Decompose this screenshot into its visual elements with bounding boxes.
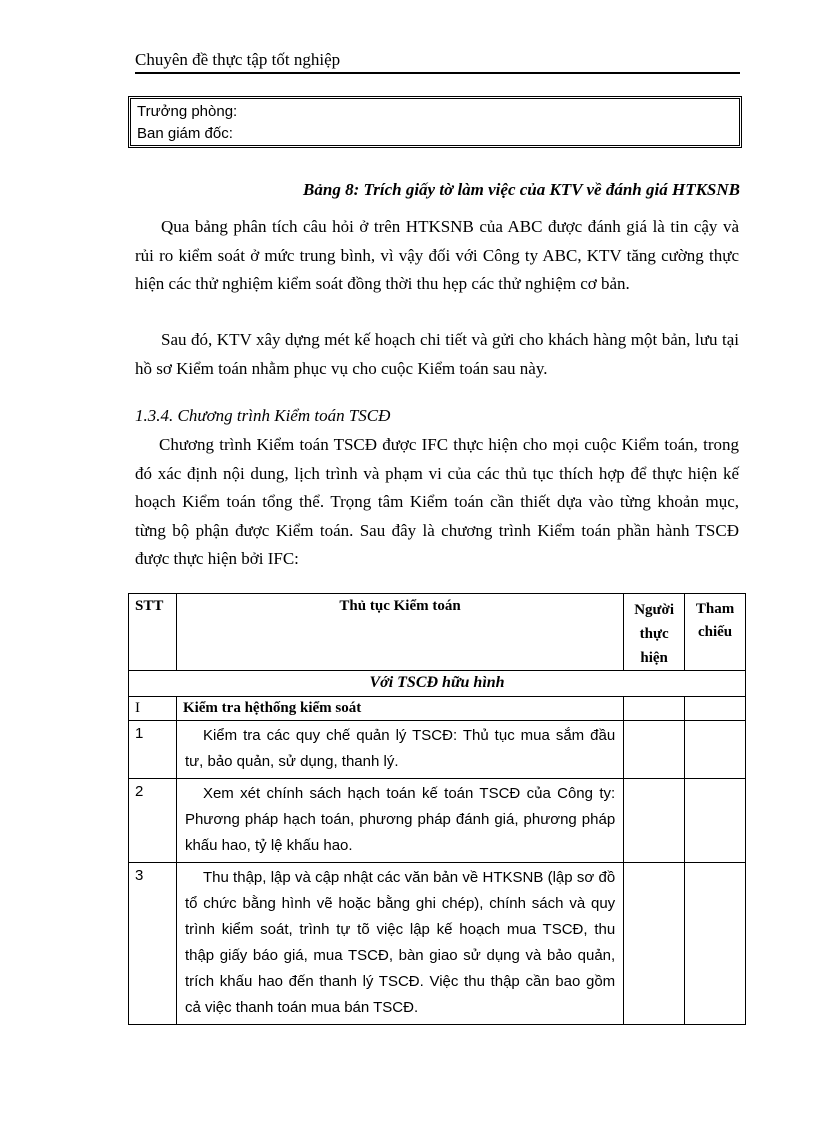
section-title: Kiểm tra hệthống kiểm soát — [176, 697, 623, 721]
row-stt: 3 — [129, 863, 177, 1025]
signature-line-head-of-department: Trưởng phòng: — [137, 103, 238, 120]
audit-procedure-table — [128, 593, 746, 1025]
row-procedure: Kiểm tra các quy chế quản lý TSCĐ: Thủ tục mua sắm đầu tư, bảo quản, sử dụng, thanh lý. — [176, 721, 623, 779]
header-title: Chuyên đề thực tập tốt nghiệp — [135, 50, 341, 69]
signature-box — [128, 96, 742, 148]
section-reference-cell — [685, 697, 746, 721]
section-heading: 1.3.4. Chương trình Kiểm toán TSCĐ — [135, 406, 391, 425]
signature-line-board-of-directors: Ban giám đốc: — [137, 125, 233, 142]
table-section-row — [129, 697, 746, 721]
header-performer-line3: hiện — [640, 650, 668, 666]
section-number: I — [129, 697, 177, 721]
table-row — [129, 863, 746, 1025]
row-procedure: Thu thập, lập và cập nhật các văn bản về HTKSNB (lập sơ đồ tổ chức bằng hình vẽ hoặc bằng ghi chép), chính sách và quy trình kiểm soát, trình tự tõ việc lập kế hoạch mua TSCĐ, thu thập giấy báo giá, mua TSCĐ, bàn giao sử dụng và bảo quản, trích khấu hao đến thanh lý TSCĐ. Việc thu thập cần bao gồm cả việc thanh toán mua bán TSCĐ. — [176, 863, 623, 1025]
group-title: Với TSCĐ hữu hình — [129, 671, 746, 697]
section-performer-cell — [624, 697, 685, 721]
header-performer-line1: Người — [634, 602, 675, 618]
row-stt: 1 — [129, 721, 177, 779]
row-procedure: Xem xét chính sách hạch toán kế toán TSCĐ của Công ty: Phương pháp hạch toán, phương pháp đánh giá, phương pháp khấu hao, tỷ lệ khấu hao. — [176, 779, 623, 863]
row-reference-cell — [685, 721, 746, 779]
row-performer-cell — [624, 779, 685, 863]
header-reference — [685, 594, 746, 671]
paragraph-program: Chương trình Kiểm toán TSCĐ được IFC thực hiện cho mọi cuộc Kiểm toán, trong đó xác định nội dung, lịch trình và phạm vi của các thủ tục thích hợp để thực hiện kế hoạch Kiểm toán tổng thể. Trọng tâm Kiểm toán cần thiết dựa vào từng khoản mục, từng bộ phận được Kiểm toán. Sau đây là chương trình Kiểm toán phần hành TSCĐ được thực hiện bởi IFC: — [135, 435, 739, 568]
table-header-row — [129, 594, 746, 671]
header-reference-line2: chiếu — [697, 624, 733, 640]
row-reference-cell — [685, 863, 746, 1025]
row-stt: 2 — [129, 779, 177, 863]
table-group-row — [129, 671, 746, 697]
paragraph-plan: Sau đó, KTV xây dựng mét kế hoạch chi tiết và gửi cho khách hàng một bản, lưu tại hồ sơ Kiểm toán nhằm phục vụ cho cuộc Kiểm toán sau này. — [135, 330, 739, 378]
page-header — [135, 49, 740, 74]
header-procedure: Thủ tục Kiểm toán — [176, 594, 623, 671]
header-performer — [624, 594, 685, 671]
row-reference-cell — [685, 779, 746, 863]
row-performer-cell — [624, 863, 685, 1025]
header-stt: STT — [129, 594, 177, 671]
table-caption: Bảng 8: Trích giấy tờ làm việc của KTV về đánh giá HTKSNB — [303, 180, 740, 199]
paragraph-assessment: Qua bảng phân tích câu hỏi ở trên HTKSNB của ABC được đánh giá là tin cậy và rủi ro kiểm soát ở mức trung bình, vì vậy đối với Công ty ABC, KTV tăng cường thực hiện các thử nghiệm kiểm soát đồng thời thu hẹp các thử nghiệm cơ bản. — [135, 217, 739, 293]
header-performer-line2: thực — [639, 626, 669, 642]
table-row — [129, 779, 746, 863]
header-reference-line1: Tham — [695, 601, 735, 617]
table-row — [129, 721, 746, 779]
row-performer-cell — [624, 721, 685, 779]
